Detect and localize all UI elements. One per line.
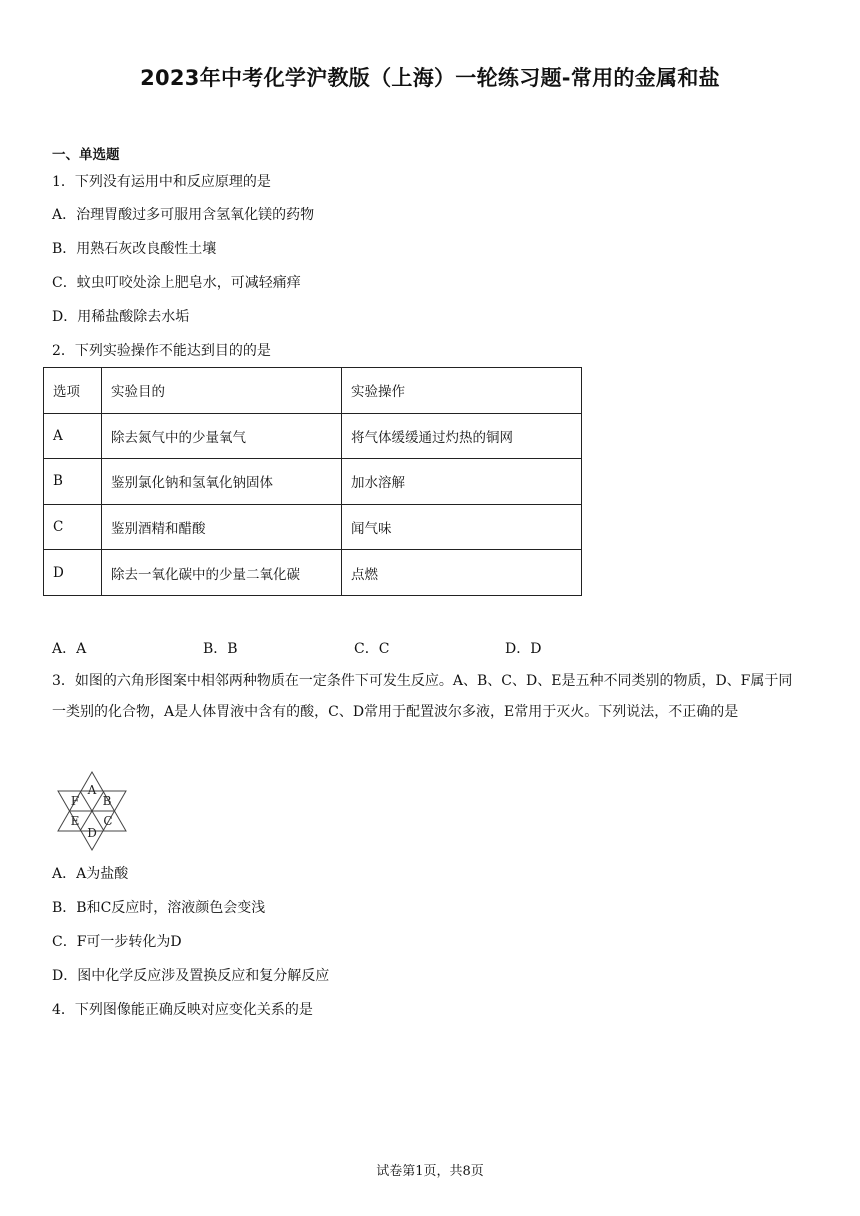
document-title: 2023年中考化学沪教版（上海）一轮练习题-常用的金属和盐 [140, 66, 720, 90]
hexagram-label-f: F [70, 794, 80, 808]
table-cell: 将气体缓缓通过灼热的铜网 [342, 413, 582, 459]
table-cell: A [44, 413, 102, 459]
table-row [44, 459, 582, 505]
question-3-stem-emphasis: 不正确 [668, 704, 711, 720]
table-header-cell: 实验操作 [342, 368, 582, 414]
question-3-option-a: A．A为盐酸 [52, 866, 129, 882]
hexagram-downward-triangle [58, 791, 126, 850]
question-2-choice-a: A．A [52, 641, 87, 657]
table-header-row [44, 368, 582, 414]
table-cell: 除去一氧化碳中的少量二氧化碳 [102, 550, 342, 596]
question-1-stem: 1．下列没有运用中和反应原理的是 [52, 174, 271, 190]
hexagram-figure [52, 770, 132, 852]
question-1-option-c: C．蚊虫叮咬处涂上肥皂水，可减轻痛痒 [52, 275, 301, 291]
question-2-choice-b: B．B [203, 641, 238, 657]
hexagram-label-a: A [87, 783, 97, 797]
table-cell: 加水溶解 [342, 459, 582, 505]
question-1-option-a: A．治理胃酸过多可服用含氢氧化镁的药物 [52, 207, 315, 223]
table-cell: 鉴别酒精和醋酸 [102, 504, 342, 550]
hexagram-label-c: C [103, 814, 113, 828]
hexagram-label-d: D [87, 826, 97, 840]
table-row [44, 504, 582, 550]
question-3-stem-end: 的是 [710, 704, 739, 720]
table-row [44, 550, 582, 596]
table-cell: 闻气味 [342, 504, 582, 550]
question-1-option-b: B．用熟石灰改良酸性土壤 [52, 241, 217, 257]
experiment-table [43, 367, 582, 596]
table-header-cell: 实验目的 [102, 368, 342, 414]
question-3-stem-text: 3．如图的六角形图案中相邻两种物质在一定条件下可发生反应。A、B、C、D、E是五种不同类别的物质，D、F属于同一类别的化合物，A是人体胃液中含有的酸，C、D常用于配置波尔多液，E常用于灭火。下列说法， [52, 673, 793, 720]
table-cell: 除去氮气中的少量氧气 [102, 413, 342, 459]
question-2-choice-c: C．C [354, 641, 390, 657]
hexagram-label-b: B [102, 794, 112, 808]
table-cell: 点燃 [342, 550, 582, 596]
hexagram-label-e: E [70, 814, 80, 828]
question-3-option-b: B．B和C反应时，溶液颜色会变浅 [52, 900, 266, 916]
table-cell: 鉴别氯化钠和氢氧化钠固体 [102, 459, 342, 505]
page-footer: 试卷第1页，共8页 [376, 1164, 484, 1179]
table-cell: C [44, 504, 102, 550]
question-1-option-d: D．用稀盐酸除去水垢 [52, 309, 190, 325]
question-2-stem: 2．下列实验操作不能达到目的的是 [52, 343, 271, 359]
table-cell: D [44, 550, 102, 596]
table-header-cell: 选项 [44, 368, 102, 414]
hexagram-upward-triangle [58, 772, 126, 831]
question-2-choice-d: D．D [505, 641, 542, 657]
question-3-option-d: D．图中化学反应涉及置换反应和复分解反应 [52, 968, 330, 984]
table-cell: B [44, 459, 102, 505]
section-heading: 一、单选题 [52, 147, 120, 163]
question-4-stem: 4．下列图像能正确反映对应变化关系的是 [52, 1002, 313, 1018]
question-3-option-c: C．F可一步转化为D [52, 934, 182, 950]
table-row [44, 413, 582, 459]
question-3-stem [52, 666, 802, 728]
